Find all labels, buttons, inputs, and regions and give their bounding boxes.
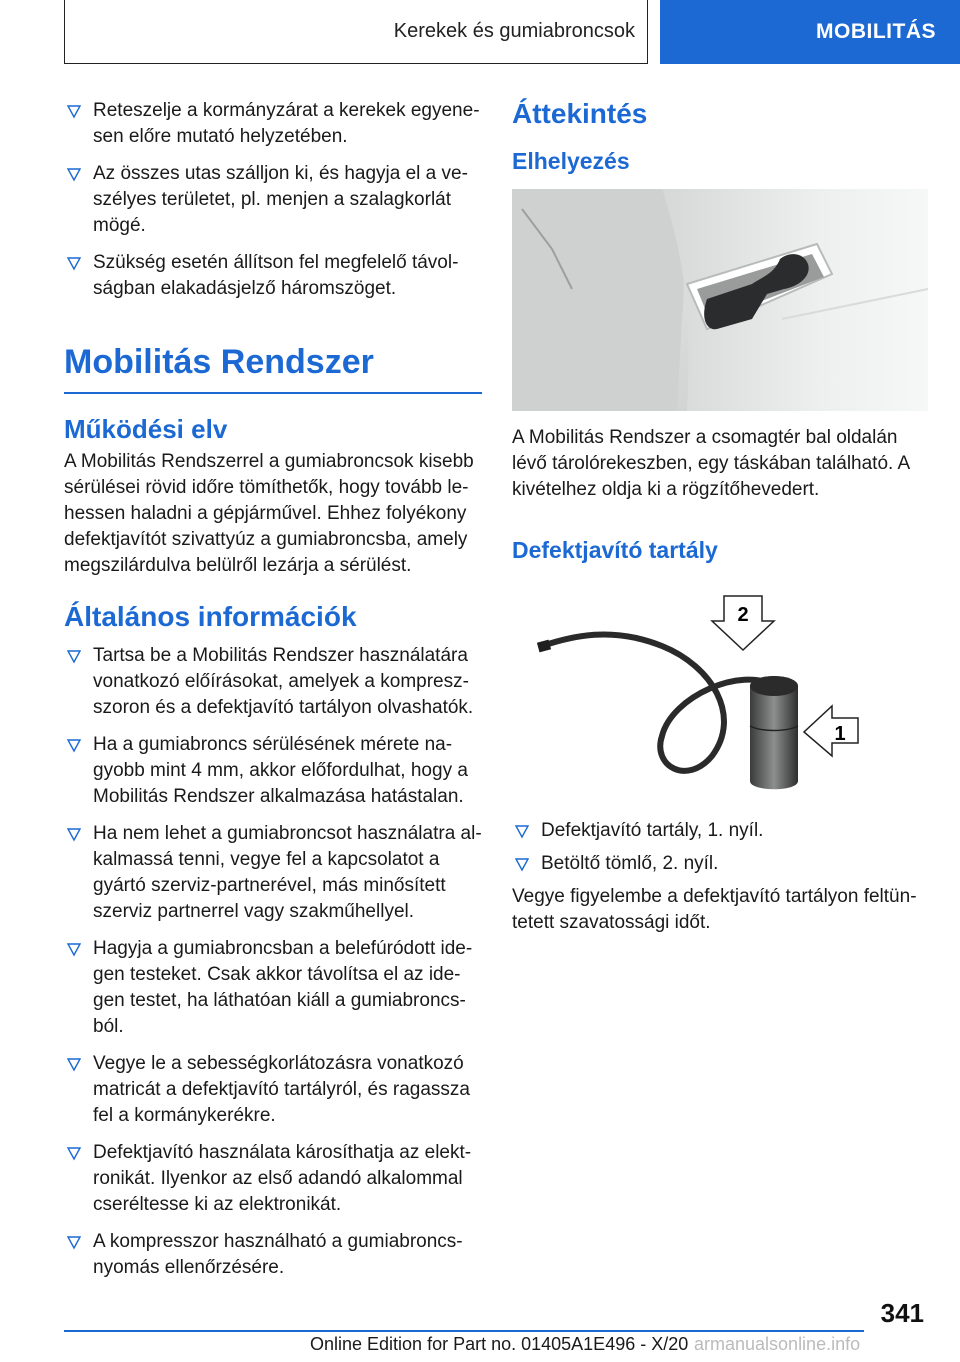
- list-item: [64, 821, 482, 925]
- footer-divider: [64, 1330, 864, 1332]
- triangle-bullet-icon: [67, 1056, 81, 1072]
- header-chapter-title: MOBILITÁS: [816, 20, 936, 43]
- storage-compartment-photo: [512, 189, 928, 411]
- principle-heading: Működési elv: [64, 414, 228, 444]
- left-column: [64, 98, 482, 1292]
- triangle-bullet-icon: [67, 941, 81, 957]
- general-heading: Általános információk: [64, 601, 357, 632]
- list-item-text: Tartsa be a Mobilitás Rendszer használatára vonatkozó előírásokat, amelyek a kompresz-szoron és a defektjavító tartályon olvashatók.: [93, 645, 474, 718]
- list-item: [64, 936, 482, 1040]
- list-item-text: Szükség esetén állítson fel megfelelő távol-ságban elakadásjelző háromszöget.: [93, 252, 459, 299]
- triangle-bullet-icon: [67, 737, 81, 753]
- list-item: [512, 818, 928, 844]
- right-column: [512, 98, 928, 936]
- arrow-1-label: 1: [834, 723, 846, 745]
- list-item-text: Ha a gumiabroncs sérülésének mérete na-gyobb mint 4 mm, akkor előfordulhat, hogy a Mobilitás Rendszer alkalmazása hatástalan.: [93, 734, 468, 807]
- page-title: Mobilitás Rendszer: [64, 343, 374, 381]
- list-item-text: Betöltő tömlő, 2. nyíl.: [541, 853, 719, 874]
- overview-heading: Áttekintés: [512, 98, 648, 129]
- general-bullet-list: [64, 643, 482, 1281]
- triangle-bullet-icon: [67, 1234, 81, 1250]
- triangle-bullet-icon: [67, 166, 81, 182]
- location-heading: Elhelyezés: [512, 148, 630, 174]
- list-item: [64, 161, 482, 239]
- list-item: [64, 1140, 482, 1218]
- header-chapter-tab: [660, 0, 960, 64]
- triangle-bullet-icon: [67, 103, 81, 119]
- list-item: [64, 732, 482, 810]
- list-item: [64, 1229, 482, 1281]
- list-item-text: Defektjavító tartály, 1. nyíl.: [541, 820, 764, 841]
- triangle-bullet-icon: [67, 1145, 81, 1161]
- triangle-bullet-icon: [515, 856, 529, 872]
- list-item: [64, 643, 482, 721]
- container-bullet-list: [512, 818, 928, 877]
- page-number: 341: [880, 1298, 924, 1328]
- header-section-title: Kerekek és gumiabroncsok: [393, 20, 635, 42]
- list-item: [64, 98, 482, 150]
- list-item-text: Defektjavító használata károsíthatja az elekt-ronikát. Ilyenkor az első adandó alkalommal cseréltesse ki az elektronikát.: [93, 1142, 472, 1215]
- header-section-tab: [64, 0, 648, 64]
- container-heading: Defektjavító tartály: [512, 537, 718, 563]
- intro-bullet-list: [64, 98, 482, 302]
- list-item-text: A kompresszor használható a gumiabroncs-nyomás ellenőrzésére.: [93, 1231, 463, 1278]
- edition-text: Online Edition for Part no. 01405A1E496 - X/20: [310, 1334, 689, 1354]
- location-text: A Mobilitás Rendszer a csomagtér bal oldalán lévő tárolórekeszben, egy táskában található. A kivételhez oldja ki a rögzítőhevedert.: [512, 427, 910, 500]
- arrow-2-label: 2: [737, 604, 749, 626]
- list-item-text: Ha nem lehet a gumiabroncsot használatra al-kalmassá tenni, vegye fel a kapcsolatot a gyártó szerviz-partnerével, más minősített szerviz partnerrel vagy szakműhellyel.: [93, 823, 482, 922]
- sealant-container-illustration: [512, 586, 928, 798]
- arrow-1-icon: [804, 706, 858, 756]
- list-item-text: Vegye le a sebességkorlátozásra vonatkozó matricát a defektjavító tartályról, és ragassza fel a kormánykerékre.: [93, 1053, 470, 1126]
- triangle-bullet-icon: [67, 648, 81, 664]
- list-item-text: Az összes utas szálljon ki, és hagyja el a ve-szélyes területet, pl. menjen a szalagkorlát mögé.: [93, 163, 468, 236]
- list-item: [64, 250, 482, 302]
- list-item: [64, 1051, 482, 1129]
- principle-text: A Mobilitás Rendszerrel a gumiabroncsok kisebb sérülései rövid időre tömíthetők, hogy tovább le-hessen haladni a gépjárművel. Ehhez folyékony defektjavítót szivattyúz a gumiabroncsba, amely megszilárdulva belülről lezárja a sérülést.: [64, 451, 474, 576]
- list-item-text: Hagyja a gumiabroncsban a belefúródott ide-gen testeket. Csak akkor távolítsa el az ide-gen testet, ha láthatóan kiáll a gumiabroncs-ból.: [93, 938, 473, 1037]
- triangle-bullet-icon: [67, 255, 81, 271]
- container-note: Vegye figyelembe a defektjavító tartályon feltün-tetett szavatossági időt.: [512, 886, 917, 933]
- list-item-text: Reteszelje a kormányzárat a kerekek egyene-sen előre mutató helyzetében.: [93, 100, 480, 147]
- watermark-text: armanualsonline.info: [694, 1334, 861, 1354]
- list-item: [512, 851, 928, 877]
- triangle-bullet-icon: [515, 823, 529, 839]
- arrow-2-icon: [712, 596, 774, 650]
- triangle-bullet-icon: [67, 826, 81, 842]
